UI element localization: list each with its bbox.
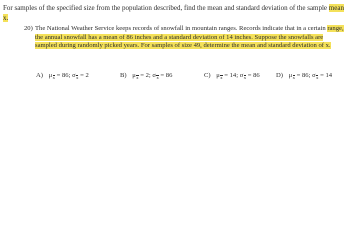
xbar-subscript: x (292, 75, 295, 80)
xbar-subscript: x (316, 75, 319, 80)
problem-text-plain: The National Weather Service keeps records of snowfall in mountain ranges. Records indicate that in a certain (35, 25, 326, 32)
xbar-subscript: x (156, 75, 159, 80)
mu-symbol: μ (288, 72, 293, 79)
mu-value: = 14; (224, 72, 239, 79)
xbar-subscript: x (76, 75, 79, 80)
choice-b[interactable] (120, 72, 172, 80)
sigma-symbol: σ (72, 72, 76, 79)
mu-symbol: μ (132, 72, 136, 79)
sigma-symbol: σ (152, 72, 156, 79)
xbar-subscript: x (243, 75, 247, 80)
sigma-symbol: σ (312, 72, 316, 79)
choice-d[interactable] (276, 72, 332, 80)
mu-value: = 86; (56, 72, 71, 79)
instructions-text (3, 3, 347, 23)
mu-symbol: μ (216, 72, 220, 79)
sigma-value: = 2 (80, 72, 89, 79)
answer-choices (36, 72, 346, 84)
choice-c[interactable] (204, 72, 260, 80)
sigma-symbol: σ (239, 72, 244, 79)
choice-letter: D) (276, 72, 283, 79)
instructions-plain: For samples of the specified size from the population described, find the mean and standard deviation of the sample (3, 4, 329, 12)
blank-page-area (0, 90, 350, 151)
mu-symbol: μ (48, 72, 53, 79)
xbar-subscript: x (220, 75, 223, 80)
choice-letter: A) (36, 72, 43, 79)
choice-letter: C) (204, 72, 211, 79)
problem-20 (24, 25, 346, 51)
sigma-value: = 86 (160, 72, 173, 79)
choice-a[interactable] (36, 72, 89, 80)
sigma-value: = 14 (320, 72, 333, 79)
instructions-highlight[interactable]: mean x. (3, 4, 344, 22)
problem-text (35, 25, 346, 51)
sigma-value: = 86 (247, 72, 260, 79)
choice-letter: B) (120, 72, 127, 79)
xbar-subscript: x (136, 75, 139, 80)
mu-value: = 2; (140, 72, 151, 79)
mu-value: = 86; (296, 72, 311, 79)
xbar-subscript: x (52, 75, 55, 80)
problem-text-highlight[interactable]: range, the annual snowfall has a mean of 86 inches and a standard deviation of 14 inches. Suppose the snowfalls are sampled during randomly picked years. For samples of size 49, determine the mean and standard deviation of x. (35, 25, 344, 50)
problem-number: 20) (24, 25, 33, 32)
